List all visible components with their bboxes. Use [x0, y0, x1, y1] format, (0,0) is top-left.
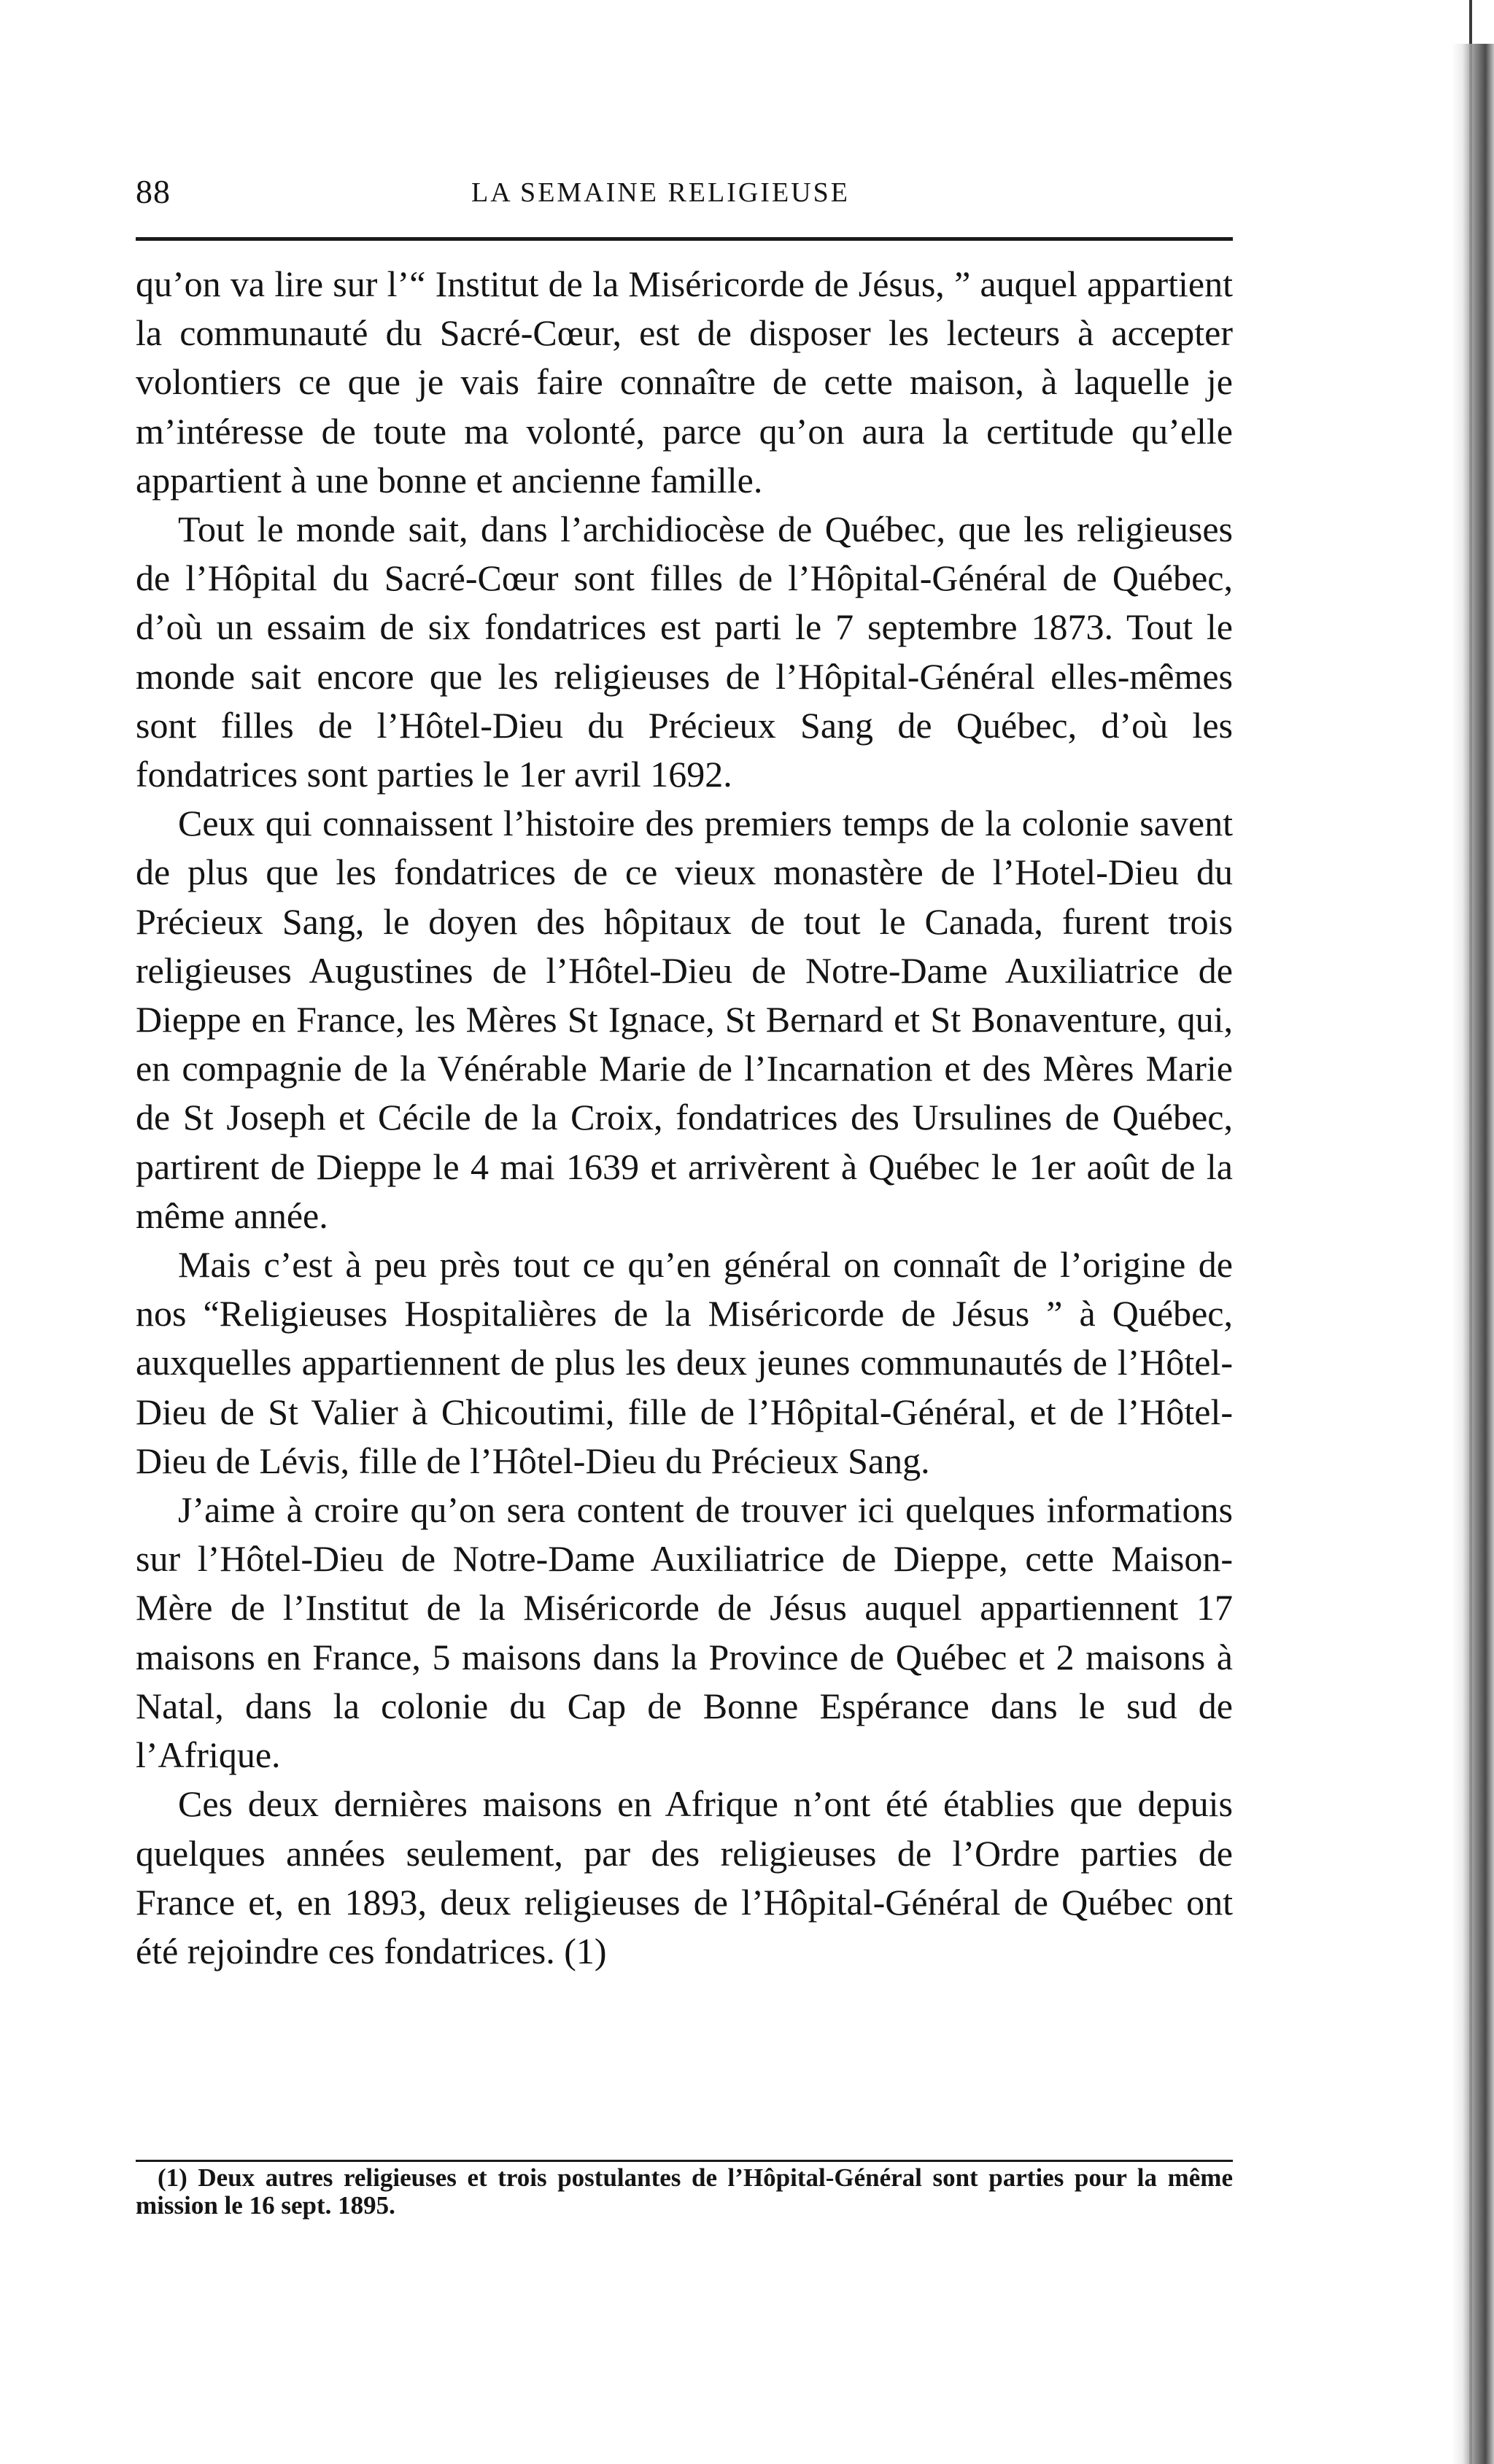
paragraph: Ceux qui connaissent l’histoire des premiers temps de la colonie savent de plus que les fondatrices de ce vieux monastère de l’Hotel-Dieu du Précieux Sang, le doyen des hôpitaux de tout le Canada, furent trois religieuses Augustines de l’Hôtel-Dieu de Notre-Dame Auxiliatrice de Dieppe en France, les Mères St Ignace, St Bernard et St Bonaventure, qui, en compagnie de la Vénérable Marie de l’Incarnation et des Mères Marie de St Joseph et Cécile de la Croix, fondatrices des Ursulines de Québec, partirent de Dieppe le 4 mai 1639 et arrivèrent à Québec le 1er août de la même année. — [136, 803, 1233, 1236]
paragraph: Mais c’est à peu près tout ce qu’en général on connaît de l’origine de nos “Religieuses Hospitalières de la Miséricorde de Jésus ” à Québec, auxquelles appartiennent de plus les deux jeunes communautés de l’Hôtel-Dieu de St Valier à Chicoutimi, fille de l’Hôpital-Général, et de l’Hôtel-Dieu de Lévis, fille de l’Hôtel-Dieu du Précieux Sang. — [136, 1244, 1233, 1481]
footnote: (1) Deux autres religieuses et trois postulantes de l’Hôpital-Général sont parties pour la même mission le 16 sept. 1895. — [136, 2163, 1233, 2220]
footnote-rule — [136, 2160, 1233, 2162]
paragraph: J’aime à croire qu’on sera content de trouver ici quelques informations sur l’Hôtel-Dieu de Notre-Dame Auxiliatrice de Dieppe, cette Maison-Mère de l’Institut de la Miséricorde de Jésus auquel appartiennent 17 maisons en France, 5 maisons dans la Province de Québec et 2 maisons à Natal, dans la colonie du Cap de Bonne Espérance dans le sud de l’Afrique. — [136, 1489, 1233, 1776]
paragraph: Ces deux dernières maisons en Afrique n’ont été établies que depuis quelques années seulement, par des religieuses de l’Ordre parties de France et, en 1893, deux religieuses de l’Hôpital-Général de Québec ont été rejoindre ces fondatrices. (1) — [136, 1783, 1233, 1971]
running-head — [136, 172, 1233, 216]
page-edge-shadow — [1452, 44, 1494, 2464]
header-rule — [136, 237, 1233, 241]
paragraph: Tout le monde sait, dans l’archidiocèse de Québec, que les religieuses de l’Hôpital du Sacré-Cœur sont filles de l’Hôpital-Général de Québec, d’où un essaim de six fondatrices est parti le 7 septembre 1873. Tout le monde sait encore que les religieuses de l’Hôpital-Général elles-mêmes sont filles de l’Hôtel-Dieu du Précieux Sang de Québec, d’où les fondatrices sont parties le 1er avril 1692. — [136, 509, 1233, 795]
paragraph-continued: qu’on va lire sur l’“ Institut de la Miséricorde de Jésus, ” auquel appartient la communauté du Sacré-Cœur, est de disposer les lecteurs à accepter volontiers ce que je vais faire connaître de cette maison, à laquelle je m’intéresse de toute ma volonté, parce qu’on aura la certitude qu’elle appartient à une bonne et ancienne famille. — [136, 263, 1233, 501]
running-title: LA SEMAINE RELIGIEUSE — [471, 177, 850, 208]
body-text — [136, 260, 1233, 1976]
page-number: 88 — [136, 173, 171, 210]
